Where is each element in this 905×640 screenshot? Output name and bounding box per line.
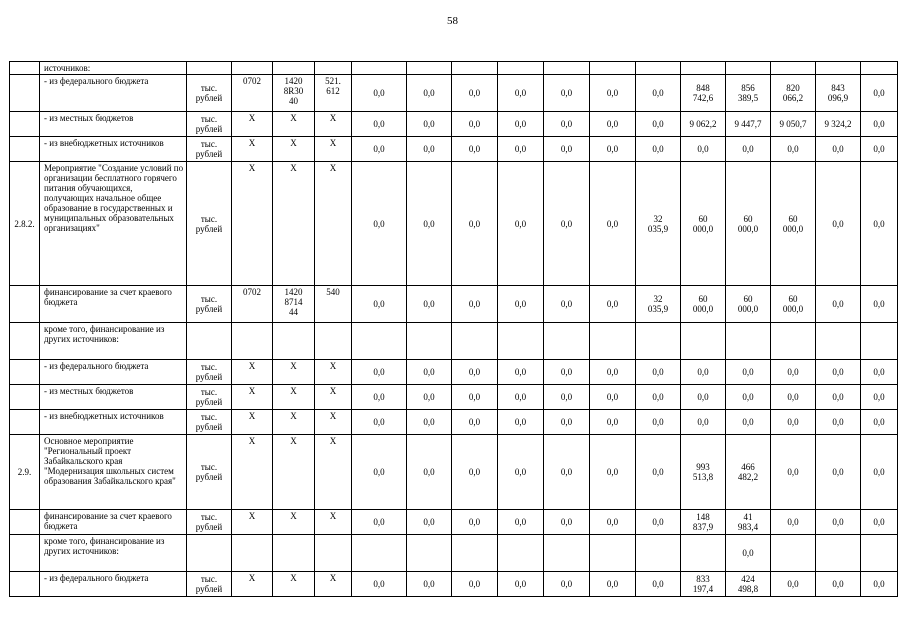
unit-cell	[187, 535, 232, 572]
value-cell	[544, 62, 590, 75]
value-cell: 0,0	[590, 385, 636, 410]
value-cell: 0,0	[681, 410, 726, 435]
code-cell: X	[232, 360, 273, 385]
value-cell: 843 096,9	[816, 75, 861, 112]
value-cell: 0,0	[861, 286, 898, 323]
code-cell: 1420 8R30 40	[273, 75, 315, 112]
value-cell: 0,0	[407, 286, 452, 323]
value-cell: 60 000,0	[726, 286, 771, 323]
value-cell: 0,0	[636, 572, 681, 597]
value-cell: 0,0	[636, 360, 681, 385]
row-name-cell: кроме того, финансирование из других источников:	[40, 535, 187, 572]
row-name-cell: - из местных бюджетов	[40, 385, 187, 410]
value-cell: 0,0	[352, 435, 407, 510]
value-cell: 0,0	[861, 410, 898, 435]
value-cell	[726, 62, 771, 75]
table-row	[10, 162, 898, 286]
value-cell: 848 742,6	[681, 75, 726, 112]
unit-cell: тыс. рублей	[187, 286, 232, 323]
value-cell: 0,0	[590, 112, 636, 137]
value-cell: 0,0	[590, 435, 636, 510]
code-cell: X	[273, 410, 315, 435]
value-cell: 0,0	[498, 572, 544, 597]
row-id-cell: 2.9.	[10, 435, 40, 510]
row-name-cell: источников:	[40, 62, 187, 75]
code-cell: X	[273, 435, 315, 510]
value-cell: 0,0	[590, 510, 636, 535]
value-cell: 0,0	[452, 286, 498, 323]
value-cell	[498, 62, 544, 75]
row-name-cell: финансирование за счет краевого бюджета	[40, 510, 187, 535]
code-cell	[273, 535, 315, 572]
value-cell: 0,0	[452, 510, 498, 535]
value-cell: 466 482,2	[726, 435, 771, 510]
value-cell: 0,0	[544, 572, 590, 597]
value-cell: 32 035,9	[636, 286, 681, 323]
code-cell: X	[232, 510, 273, 535]
value-cell: 0,0	[407, 410, 452, 435]
value-cell: 9 050,7	[771, 112, 816, 137]
value-cell: 0,0	[590, 286, 636, 323]
code-cell: 0702	[232, 75, 273, 112]
value-cell: 0,0	[544, 112, 590, 137]
code-cell: X	[315, 510, 352, 535]
value-cell	[352, 62, 407, 75]
table-row	[10, 75, 898, 112]
value-cell: 0,0	[816, 435, 861, 510]
value-cell	[771, 535, 816, 572]
value-cell	[498, 323, 544, 360]
table-row	[10, 112, 898, 137]
code-cell	[232, 62, 273, 75]
value-cell: 0,0	[861, 360, 898, 385]
value-cell: 0,0	[590, 410, 636, 435]
value-cell	[636, 535, 681, 572]
value-cell: 0,0	[681, 137, 726, 162]
value-cell: 0,0	[726, 410, 771, 435]
value-cell: 0,0	[726, 385, 771, 410]
value-cell	[590, 323, 636, 360]
value-cell	[681, 323, 726, 360]
value-cell: 0,0	[816, 410, 861, 435]
value-cell	[590, 62, 636, 75]
value-cell: 0,0	[452, 137, 498, 162]
value-cell: 0,0	[636, 137, 681, 162]
row-name-cell: - из внебюджетных источников	[40, 137, 187, 162]
value-cell: 0,0	[498, 510, 544, 535]
page-number: 58	[447, 15, 458, 27]
value-cell: 9 062,2	[681, 112, 726, 137]
row-id-cell	[10, 112, 40, 137]
value-cell	[636, 62, 681, 75]
value-cell	[771, 323, 816, 360]
value-cell: 0,0	[407, 385, 452, 410]
code-cell: X	[232, 137, 273, 162]
value-cell: 9 324,2	[816, 112, 861, 137]
unit-cell: тыс. рублей	[187, 112, 232, 137]
unit-cell: тыс. рублей	[187, 385, 232, 410]
unit-cell: тыс. рублей	[187, 435, 232, 510]
value-cell: 0,0	[636, 385, 681, 410]
code-cell: X	[315, 572, 352, 597]
value-cell: 0,0	[816, 385, 861, 410]
value-cell: 0,0	[352, 360, 407, 385]
value-cell	[816, 535, 861, 572]
value-cell: 0,0	[861, 112, 898, 137]
code-cell	[315, 323, 352, 360]
unit-cell: тыс. рублей	[187, 510, 232, 535]
value-cell: 0,0	[771, 572, 816, 597]
value-cell: 0,0	[544, 162, 590, 286]
value-cell: 0,0	[407, 137, 452, 162]
code-cell: X	[315, 137, 352, 162]
value-cell	[861, 323, 898, 360]
value-cell: 0,0	[590, 162, 636, 286]
value-cell: 0,0	[681, 385, 726, 410]
table-row	[10, 572, 898, 597]
value-cell	[590, 535, 636, 572]
value-cell: 424 498,8	[726, 572, 771, 597]
value-cell: 9 447,7	[726, 112, 771, 137]
row-id-cell	[10, 286, 40, 323]
value-cell	[726, 323, 771, 360]
value-cell: 0,0	[452, 410, 498, 435]
value-cell	[407, 535, 452, 572]
value-cell	[861, 535, 898, 572]
value-cell: 0,0	[636, 510, 681, 535]
unit-cell: тыс. рублей	[187, 75, 232, 112]
code-cell	[273, 62, 315, 75]
value-cell: 0,0	[544, 75, 590, 112]
value-cell: 0,0	[407, 572, 452, 597]
row-name-cell: - из внебюджетных источников	[40, 410, 187, 435]
value-cell: 0,0	[636, 75, 681, 112]
value-cell: 60 000,0	[681, 162, 726, 286]
table-row	[10, 535, 898, 572]
value-cell	[771, 62, 816, 75]
value-cell: 0,0	[407, 360, 452, 385]
value-cell: 0,0	[352, 410, 407, 435]
value-cell: 0,0	[498, 435, 544, 510]
table-row	[10, 62, 898, 75]
value-cell: 0,0	[816, 510, 861, 535]
value-cell	[544, 535, 590, 572]
row-id-cell	[10, 323, 40, 360]
code-cell	[315, 535, 352, 572]
value-cell: 0,0	[726, 137, 771, 162]
value-cell: 993 513,8	[681, 435, 726, 510]
value-cell: 0,0	[861, 510, 898, 535]
value-cell: 0,0	[816, 572, 861, 597]
value-cell: 0,0	[352, 137, 407, 162]
code-cell: 0702	[232, 286, 273, 323]
code-cell: 1420 8714 44	[273, 286, 315, 323]
value-cell	[407, 62, 452, 75]
value-cell: 0,0	[816, 286, 861, 323]
value-cell: 0,0	[498, 385, 544, 410]
value-cell: 60 000,0	[771, 286, 816, 323]
row-name-cell: кроме того, финансирование из других источников:	[40, 323, 187, 360]
value-cell: 0,0	[452, 112, 498, 137]
value-cell: 0,0	[544, 385, 590, 410]
value-cell: 0,0	[407, 112, 452, 137]
value-cell: 0,0	[452, 572, 498, 597]
code-cell: X	[315, 385, 352, 410]
value-cell: 0,0	[590, 572, 636, 597]
value-cell	[452, 535, 498, 572]
code-cell: X	[315, 410, 352, 435]
code-cell: X	[273, 112, 315, 137]
row-name-cell: Основное мероприятие "Региональный проект Забайкальского края "Модернизация школьных систем образования Забайкальского края"	[40, 435, 187, 510]
code-cell: X	[232, 435, 273, 510]
code-cell: X	[232, 410, 273, 435]
code-cell: X	[232, 112, 273, 137]
value-cell: 0,0	[352, 112, 407, 137]
code-cell: X	[315, 360, 352, 385]
value-cell	[352, 535, 407, 572]
row-id-cell	[10, 535, 40, 572]
value-cell: 60 000,0	[681, 286, 726, 323]
value-cell	[636, 323, 681, 360]
value-cell: 0,0	[636, 435, 681, 510]
value-cell: 820 066,2	[771, 75, 816, 112]
value-cell: 0,0	[407, 510, 452, 535]
value-cell: 0,0	[816, 137, 861, 162]
code-cell: X	[273, 510, 315, 535]
value-cell	[861, 62, 898, 75]
value-cell: 41 983,4	[726, 510, 771, 535]
value-cell: 0,0	[636, 112, 681, 137]
table-row	[10, 286, 898, 323]
value-cell: 0,0	[498, 137, 544, 162]
table-row	[10, 410, 898, 435]
value-cell: 0,0	[352, 286, 407, 323]
code-cell: X	[232, 572, 273, 597]
value-cell: 60 000,0	[726, 162, 771, 286]
code-cell	[273, 323, 315, 360]
table-row	[10, 360, 898, 385]
value-cell: 0,0	[544, 137, 590, 162]
code-cell: X	[273, 572, 315, 597]
value-cell: 0,0	[498, 286, 544, 323]
value-cell	[452, 323, 498, 360]
value-cell: 0,0	[544, 360, 590, 385]
unit-cell: тыс. рублей	[187, 410, 232, 435]
row-name-cell: - из местных бюджетов	[40, 112, 187, 137]
value-cell: 0,0	[816, 162, 861, 286]
value-cell	[681, 62, 726, 75]
value-cell: 0,0	[544, 410, 590, 435]
code-cell: X	[273, 385, 315, 410]
value-cell: 0,0	[407, 75, 452, 112]
row-id-cell	[10, 572, 40, 597]
code-cell: X	[315, 162, 352, 286]
table-row	[10, 385, 898, 410]
budget-table	[9, 61, 898, 597]
table-body	[10, 62, 898, 597]
value-cell: 0,0	[352, 385, 407, 410]
value-cell	[816, 62, 861, 75]
value-cell: 0,0	[861, 385, 898, 410]
value-cell: 0,0	[861, 435, 898, 510]
value-cell: 148 837,9	[681, 510, 726, 535]
value-cell: 0,0	[498, 112, 544, 137]
code-cell: X	[232, 385, 273, 410]
value-cell: 0,0	[407, 435, 452, 510]
code-cell: 540	[315, 286, 352, 323]
value-cell: 0,0	[352, 572, 407, 597]
code-cell: X	[273, 137, 315, 162]
value-cell: 0,0	[544, 510, 590, 535]
value-cell: 0,0	[861, 162, 898, 286]
code-cell	[232, 323, 273, 360]
row-id-cell	[10, 510, 40, 535]
value-cell: 0,0	[771, 410, 816, 435]
value-cell	[452, 62, 498, 75]
value-cell: 833 197,4	[681, 572, 726, 597]
code-cell: X	[273, 360, 315, 385]
row-id-cell: 2.8.2.	[10, 162, 40, 286]
table-row	[10, 323, 898, 360]
row-name-cell: Мероприятие "Создание условий по организации бесплатного горячего питания обучающихся, получающих начальное общее образование в государственных и муниципальных образовательных организациях"	[40, 162, 187, 286]
row-id-cell	[10, 137, 40, 162]
value-cell: 0,0	[407, 162, 452, 286]
value-cell: 0,0	[452, 435, 498, 510]
value-cell: 0,0	[352, 510, 407, 535]
row-id-cell	[10, 385, 40, 410]
value-cell	[352, 323, 407, 360]
value-cell: 60 000,0	[771, 162, 816, 286]
unit-cell: тыс. рублей	[187, 360, 232, 385]
value-cell: 0,0	[498, 360, 544, 385]
value-cell: 0,0	[771, 360, 816, 385]
value-cell: 0,0	[590, 360, 636, 385]
value-cell	[544, 323, 590, 360]
unit-cell	[187, 62, 232, 75]
table-row	[10, 435, 898, 510]
table-row	[10, 137, 898, 162]
value-cell: 0,0	[816, 360, 861, 385]
row-id-cell	[10, 75, 40, 112]
value-cell: 0,0	[771, 137, 816, 162]
row-name-cell: - из федерального бюджета	[40, 572, 187, 597]
code-cell: 521. 612	[315, 75, 352, 112]
value-cell: 0,0	[681, 360, 726, 385]
value-cell	[681, 535, 726, 572]
value-cell: 0,0	[861, 572, 898, 597]
value-cell: 0,0	[452, 75, 498, 112]
value-cell: 0,0	[861, 75, 898, 112]
row-name-cell: - из федерального бюджета	[40, 360, 187, 385]
code-cell: X	[315, 435, 352, 510]
value-cell: 0,0	[726, 360, 771, 385]
row-name-cell: финансирование за счет краевого бюджета	[40, 286, 187, 323]
value-cell: 0,0	[498, 410, 544, 435]
table-row	[10, 510, 898, 535]
value-cell: 0,0	[452, 385, 498, 410]
value-cell: 0,0	[590, 75, 636, 112]
value-cell: 0,0	[636, 410, 681, 435]
value-cell	[816, 323, 861, 360]
value-cell: 0,0	[771, 385, 816, 410]
value-cell: 0,0	[771, 435, 816, 510]
unit-cell: тыс. рублей	[187, 162, 232, 286]
code-cell: X	[273, 162, 315, 286]
value-cell: 0,0	[352, 75, 407, 112]
unit-cell: тыс. рублей	[187, 137, 232, 162]
value-cell: 0,0	[544, 435, 590, 510]
value-cell: 0,0	[861, 137, 898, 162]
value-cell: 0,0	[590, 137, 636, 162]
value-cell: 0,0	[498, 75, 544, 112]
code-cell	[232, 535, 273, 572]
row-id-cell	[10, 62, 40, 75]
value-cell	[407, 323, 452, 360]
row-id-cell	[10, 360, 40, 385]
value-cell: 0,0	[452, 360, 498, 385]
value-cell: 0,0	[544, 286, 590, 323]
value-cell: 0,0	[352, 162, 407, 286]
unit-cell	[187, 323, 232, 360]
code-cell	[315, 62, 352, 75]
code-cell: X	[315, 112, 352, 137]
code-cell: X	[232, 162, 273, 286]
row-name-cell: - из федерального бюджета	[40, 75, 187, 112]
value-cell: 0,0	[726, 535, 771, 572]
value-cell: 0,0	[498, 162, 544, 286]
value-cell: 856 389,5	[726, 75, 771, 112]
row-id-cell	[10, 410, 40, 435]
value-cell: 32 035,9	[636, 162, 681, 286]
value-cell: 0,0	[452, 162, 498, 286]
value-cell: 0,0	[771, 510, 816, 535]
unit-cell: тыс. рублей	[187, 572, 232, 597]
value-cell	[498, 535, 544, 572]
